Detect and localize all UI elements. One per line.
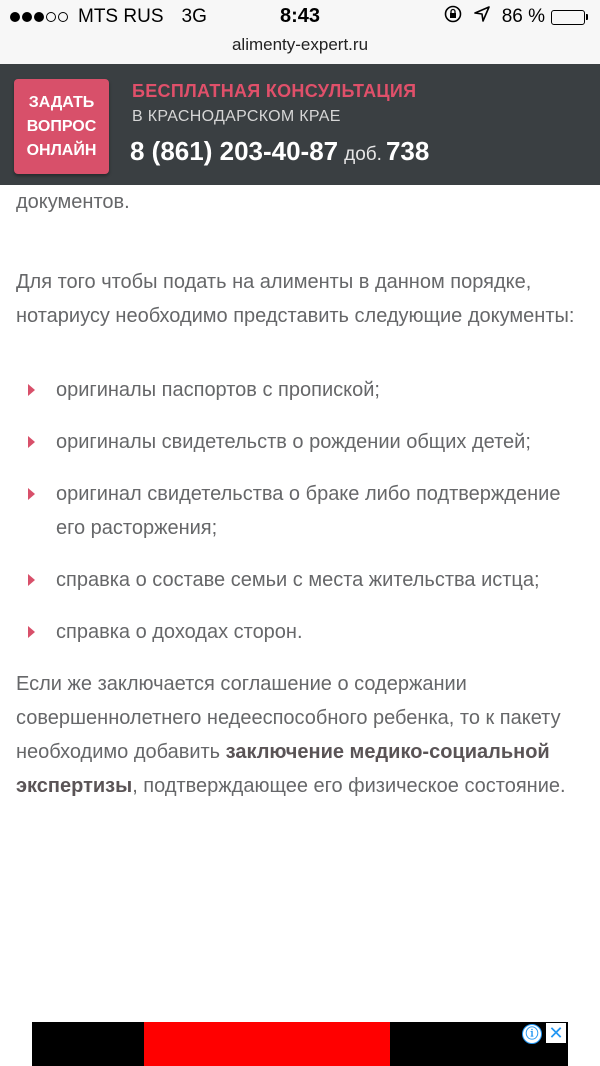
- list-item: [16, 563, 576, 597]
- bullet-arrow-icon: [28, 488, 35, 500]
- ask-button-line-2: ВОПРОС: [26, 117, 97, 135]
- status-right: [444, 5, 588, 29]
- list-item-text: оригиналы свидетельств о рождении общих детей;: [56, 431, 531, 453]
- list-item: [16, 477, 576, 545]
- consultation-phone[interactable]: [130, 136, 429, 167]
- paragraph-final: [16, 667, 576, 803]
- lock-rotation-icon: [444, 5, 462, 29]
- list-item-text: оригиналы паспортов с пропиской;: [56, 379, 380, 401]
- bullet-arrow-icon: [28, 626, 35, 638]
- phone-number[interactable]: 8 (861) 203-40-87: [130, 136, 339, 166]
- article-body: [16, 185, 576, 803]
- list-item-text: оригинал свидетельства о браке либо подтверждение его расторжения;: [56, 483, 561, 539]
- consultation-region: В КРАСНОДАРСКОМ КРАЕ: [132, 108, 341, 125]
- carrier-name: MTS RUS: [78, 6, 164, 27]
- ask-question-online-button[interactable]: [14, 79, 109, 174]
- location-arrow-icon: [474, 6, 490, 28]
- extension-number: 738: [385, 136, 430, 166]
- paragraph-final-end: , подтверждающее его физическое состояние.: [132, 775, 566, 797]
- list-item: [16, 615, 576, 649]
- bullet-arrow-icon: [28, 436, 35, 448]
- url-text: alimenty-expert.ru: [231, 35, 369, 54]
- consultation-title: БЕСПЛАТНАЯ КОНСУЛЬТАЦИЯ: [132, 81, 417, 101]
- paragraph-final-bold: заключение медико-социальной экспертизы: [16, 741, 550, 797]
- list-item-text: справка о составе семьи с места жительства истца;: [56, 569, 540, 591]
- status-time: 8:43: [279, 5, 321, 27]
- list-item: [16, 425, 576, 459]
- ad-info-icon[interactable]: ⓘ: [522, 1024, 542, 1044]
- ad-close-icon[interactable]: ✕: [546, 1023, 566, 1043]
- paragraph-final-start: Если же заключается соглашение о содержании совершеннолетнего недееспособного ребенка, то к пакету необходимо добавить: [16, 673, 561, 763]
- ask-button-line-1: ЗАДАТЬ: [28, 93, 95, 111]
- documents-list: [16, 373, 576, 649]
- site-header: [0, 64, 600, 185]
- battery-icon: [551, 10, 588, 25]
- ad-banner[interactable]: [32, 1022, 568, 1066]
- paragraph-intro: Для того чтобы подать на алименты в данном порядке, нотариусу необходимо представить следующие документы:: [16, 271, 575, 327]
- ask-button-line-3: ОНЛАЙН: [26, 141, 97, 159]
- url-bar[interactable]: [0, 34, 600, 64]
- network-type: 3G: [181, 6, 207, 27]
- list-item-text: справка о доходах сторон.: [56, 621, 303, 643]
- paragraph-top: документов.: [16, 191, 130, 213]
- status-bar: [0, 0, 600, 34]
- list-item: [16, 373, 576, 407]
- bullet-arrow-icon: [28, 574, 35, 586]
- ad-red-block[interactable]: [144, 1022, 390, 1066]
- battery-percentage: 86 %: [501, 6, 545, 27]
- extension-label: доб.: [344, 144, 382, 165]
- bullet-arrow-icon: [28, 384, 35, 396]
